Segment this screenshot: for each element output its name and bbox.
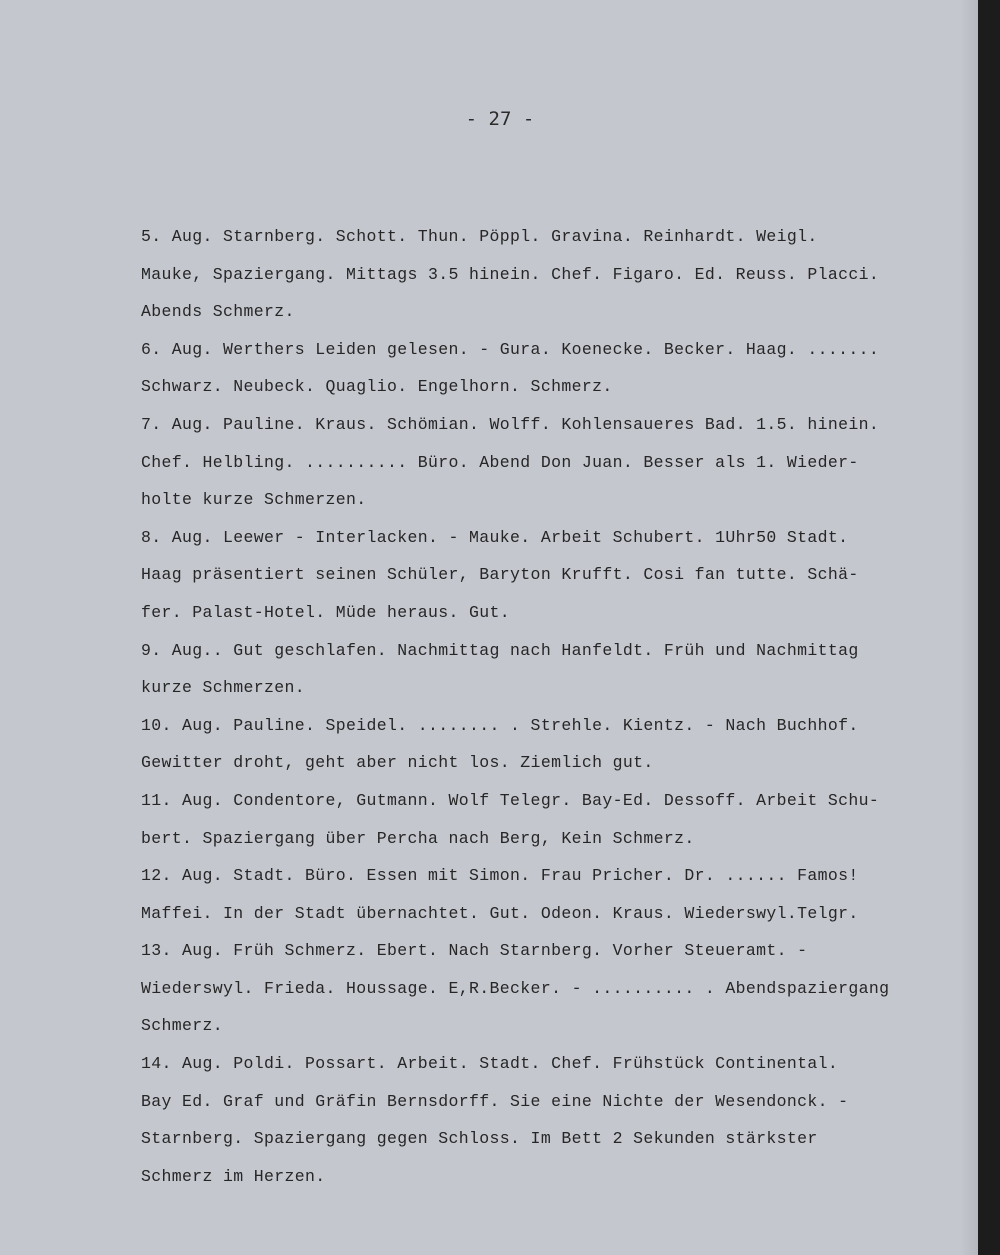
text-line: 12. Aug. Stadt. Büro. Essen mit Simon. Frau Pricher. Dr. ...... Famos!: [141, 866, 859, 886]
text-line: Mauke, Spaziergang. Mittags 3.5 hinein. Chef. Figaro. Ed. Reuss. Placci.: [141, 264, 880, 284]
text-line: Schmerz im Herzen.: [141, 1166, 326, 1186]
text-line: Bay Ed. Graf und Gräfin Bernsdorff. Sie eine Nichte der Wesendonck. -: [141, 1091, 849, 1111]
text-line: Gewitter droht, geht aber nicht los. Ziemlich gut.: [141, 753, 654, 773]
text-line: bert. Spaziergang über Percha nach Berg, Kein Schmerz.: [141, 828, 695, 848]
text-line: 6. Aug. Werthers Leiden gelesen. - Gura. Koenecke. Becker. Haag. .......: [141, 339, 880, 359]
diary-text: [141, 218, 971, 1195]
text-line: 14. Aug. Poldi. Possart. Arbeit. Stadt. Chef. Frühstück Continental.: [141, 1054, 839, 1074]
text-line: kurze Schmerzen.: [141, 678, 306, 698]
text-line: Abends Schmerz.: [141, 302, 295, 322]
text-line: Starnberg. Spaziergang gegen Schloss. Im Bett 2 Sekunden stärkster: [141, 1129, 818, 1149]
text-line: 13. Aug. Früh Schmerz. Ebert. Nach Starnberg. Vorher Steueramt. -: [141, 941, 808, 961]
text-line: 11. Aug. Condentore, Gutmann. Wolf Telegr. Bay-Ed. Dessoff. Arbeit Schu-: [141, 790, 880, 810]
text-line: holte kurze Schmerzen.: [141, 490, 367, 510]
text-line: fer. Palast-Hotel. Müde heraus. Gut.: [141, 602, 511, 622]
text-line: 9. Aug.. Gut geschlafen. Nachmittag nach Hanfeldt. Früh und Nachmittag: [141, 640, 859, 660]
text-line: Schwarz. Neubeck. Quaglio. Engelhorn. Schmerz.: [141, 377, 613, 397]
text-line: Maffei. In der Stadt übernachtet. Gut. Odeon. Kraus. Wiederswyl.Telgr.: [141, 903, 859, 923]
text-line: Schmerz.: [141, 1016, 224, 1036]
text-line: 5. Aug. Starnberg. Schott. Thun. Pöppl. Gravina. Reinhardt. Weigl.: [141, 227, 818, 246]
text-line: Haag präsentiert seinen Schüler, Baryton Krufft. Cosi fan tutte. Schä-: [141, 565, 859, 585]
text-line: 7. Aug. Pauline. Kraus. Schömian. Wolff. Kohlensaueres Bad. 1.5. hinein.: [141, 414, 880, 434]
text-line: Chef. Helbling. .......... Büro. Abend Don Juan. Besser als 1. Wieder-: [141, 452, 859, 472]
page-number: - 27 -: [465, 108, 535, 130]
text-line: 8. Aug. Leewer - Interlacken. - Mauke. Arbeit Schubert. 1Uhr50 Stadt.: [141, 527, 849, 547]
text-line: 10. Aug. Pauline. Speidel. ........ . Strehle. Kientz. - Nach Buchhof.: [141, 715, 859, 735]
text-line: Wiederswyl. Frieda. Houssage. E,R.Becker. - .......... . Abendspaziergang: [141, 978, 890, 998]
